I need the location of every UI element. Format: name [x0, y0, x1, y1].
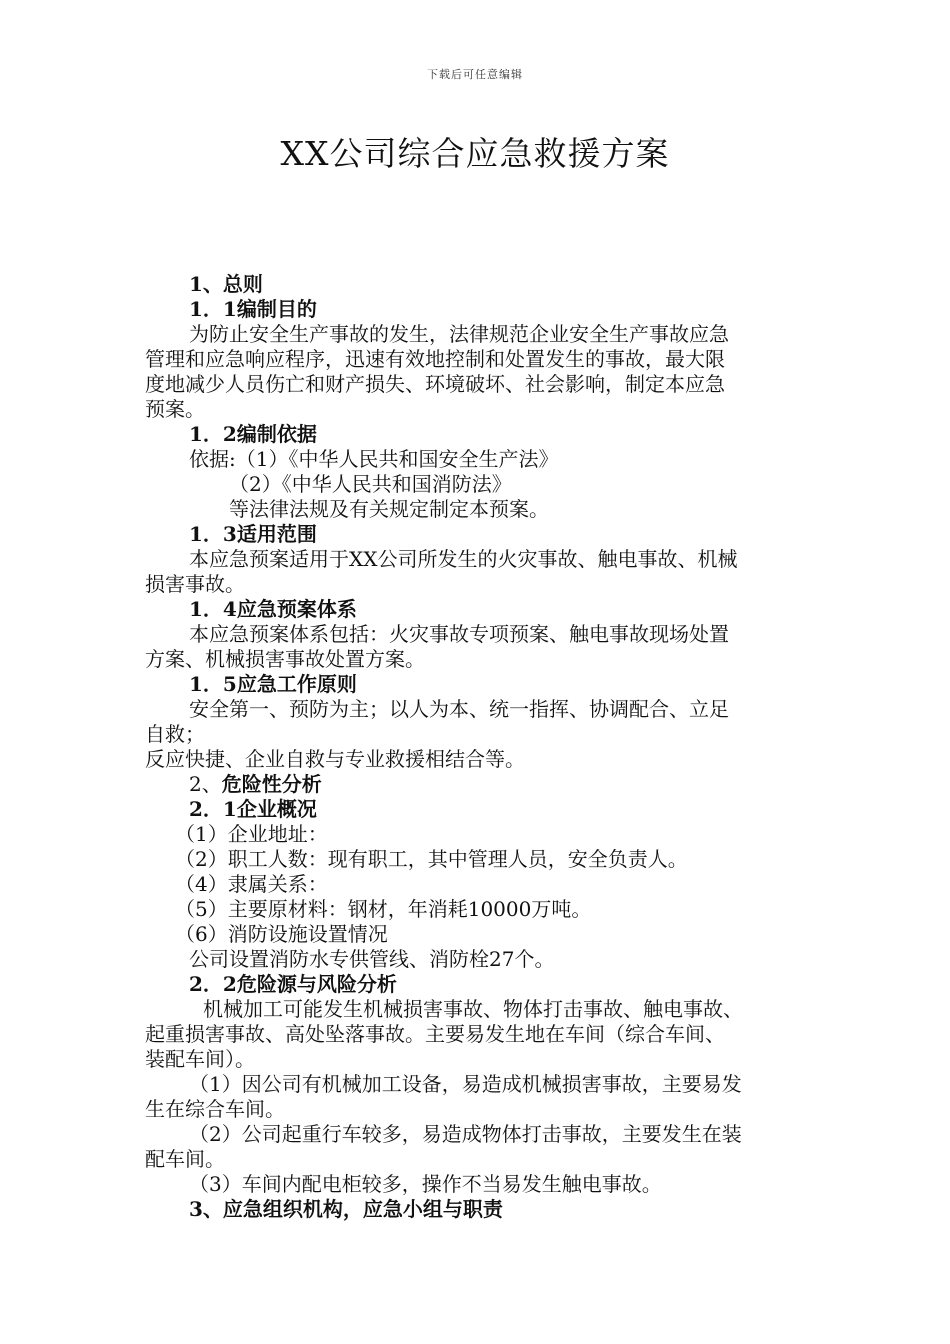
- list-item: （1）企业地址：: [175, 822, 328, 846]
- paragraph-line: 自救；: [145, 722, 205, 746]
- document-title: XX公司综合应急救援方案: [280, 134, 670, 173]
- paragraph-line: 等法律法规及有关规定制定本预案。: [229, 497, 549, 521]
- paragraph-line: 度地减少人员伤亡和财产损失、环境破坏、社会影响，制定本应急: [145, 372, 725, 396]
- paragraph-line: 为防止安全生产事故的发生，法律规范企业安全生产事故应急: [189, 322, 729, 346]
- list-item: 配车间。: [145, 1147, 225, 1171]
- list-item: （6）消防设施设置情况: [175, 922, 388, 946]
- header-note: 下载后可任意编辑: [427, 68, 523, 81]
- section-heading-text: 危险性分析: [221, 772, 322, 796]
- paragraph-line: 预案。: [145, 397, 205, 421]
- paragraph-line: 损害事故。: [145, 572, 245, 596]
- subsection-heading: 1．3适用范围: [189, 522, 317, 546]
- list-item: （2）公司起重行车较多，易造成物体打击事故，主要发生在装: [189, 1122, 742, 1146]
- paragraph-line: 机械加工可能发生机械损害事故、物体打击事故、触电事故、: [203, 997, 743, 1021]
- list-item: （5）主要原材料：钢材，年消耗10000万吨。: [175, 897, 592, 921]
- subsection-heading: 1．2编制依据: [189, 422, 317, 446]
- subsection-heading: 1．5应急工作原则: [189, 672, 357, 696]
- paragraph-line: 公司设置消防水专供管线、消防栓27个。: [189, 947, 555, 971]
- section-number: 2、: [189, 772, 222, 796]
- paragraph-line: 安全第一、预防为主；以人为本、统一指挥、协调配合、立足: [189, 697, 729, 721]
- paragraph-line: 反应快捷、企业自救与专业救援相结合等。: [145, 747, 525, 771]
- subsection-heading: 1．1编制目的: [189, 297, 317, 321]
- section-heading: [145, 772, 825, 797]
- paragraph-line: 本应急预案体系包括：火灾事故专项预案、触电事故现场处置: [189, 622, 729, 646]
- list-item: （4）隶属关系：: [175, 872, 328, 896]
- section-heading: 3、应急组织机构，应急小组与职责: [189, 1197, 503, 1221]
- list-item: （2）职工人数：现有职工，其中管理人员，安全负责人。: [175, 847, 688, 871]
- paragraph-line: 管理和应急响应程序，迅速有效地控制和处置发生的事故，最大限: [145, 347, 725, 371]
- paragraph-line: 装配车间）。: [145, 1047, 255, 1071]
- list-item: 依据:（1）《中华人民共和国安全生产法》: [189, 447, 559, 471]
- document-body: [145, 272, 825, 1222]
- paragraph-line: 起重损害事故、高处坠落事故。主要易发生地在车间（综合车间、: [145, 1022, 725, 1046]
- paragraph-line: 方案、机械损害事故处置方案。: [145, 647, 425, 671]
- list-item: （3）车间内配电柜较多，操作不当易发生触电事故。: [189, 1172, 662, 1196]
- subsection-heading: 2．1企业概况: [189, 797, 317, 821]
- section-heading: 1、总则: [189, 272, 263, 296]
- paragraph-line: 本应急预案适用于XX公司所发生的火灾事故、触电事故、机械: [189, 547, 738, 571]
- subsection-heading: 1．4应急预案体系: [189, 597, 357, 621]
- subsection-heading: 2．2危险源与风险分析: [189, 972, 397, 996]
- list-item: （1）因公司有机械加工设备，易造成机械损害事故，主要易发: [189, 1072, 742, 1096]
- list-item: 生在综合车间。: [145, 1097, 285, 1121]
- list-item: （2）《中华人民共和国消防法》: [229, 472, 512, 496]
